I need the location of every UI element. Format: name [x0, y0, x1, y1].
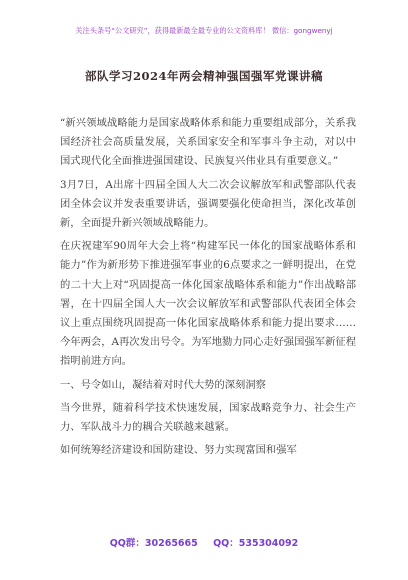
contact-footer — [0, 535, 408, 549]
paragraph: 如何统筹经济建设和国防建设、努力实现富国和强军 — [60, 444, 297, 457]
promo-header: 关注头条号“公文研究”，获得最新最全最专业的公文资料库！ 微信：gongwenyj — [75, 26, 333, 35]
qq-number-text: QQ：535304092 — [213, 538, 299, 549]
paragraph: 在庆祝建军90周年大会上将“构建军民一体化的国家战略体系和能力”作为新形势下推进强军事业的6点要求之一鲜明提出，在党的二十大上对“巩固提高一体化国家战略体系和能力”作出战略部署，在十四届全国人大一次会议解放军和武警部队代表团全体会议上重点围绕巩固提高一体化国家战略体系和能力提出要求……今年两会，A再次发出号令。为军地勠力同心走好强国强军新征程指明前进方向。 — [60, 240, 356, 368]
paragraph: 3月7日，A出席十四届全国人大二次会议解放军和武警部队代表团全体会议并发表重要讲话，强调要强化使命担当，深化改革创新，全面提升新兴领域战略能力。 — [60, 178, 356, 230]
paragraph: 当今世界，随着科学技术快速发展，国家战略竞争力、社会生产力、军队战斗力的耦合关联越来越紧。 — [60, 401, 356, 434]
document-body — [60, 114, 356, 464]
paragraph: “新兴领域战略能力是国家战略体系和能力重要组成部分，关系我国经济社会高质量发展，关系国家安全和军事斗争主动，对以中国式现代化全面推进强国建设、民族复兴伟业具有重要意义。” — [60, 117, 356, 168]
document-title: 部队学习2024年两会精神强国强军党课讲稿 — [84, 69, 323, 83]
section-heading: 一、号令如山，凝结着对时代大势的深刻洞察 — [60, 378, 266, 391]
qq-group-text: QQ群：30265665 — [109, 538, 198, 549]
